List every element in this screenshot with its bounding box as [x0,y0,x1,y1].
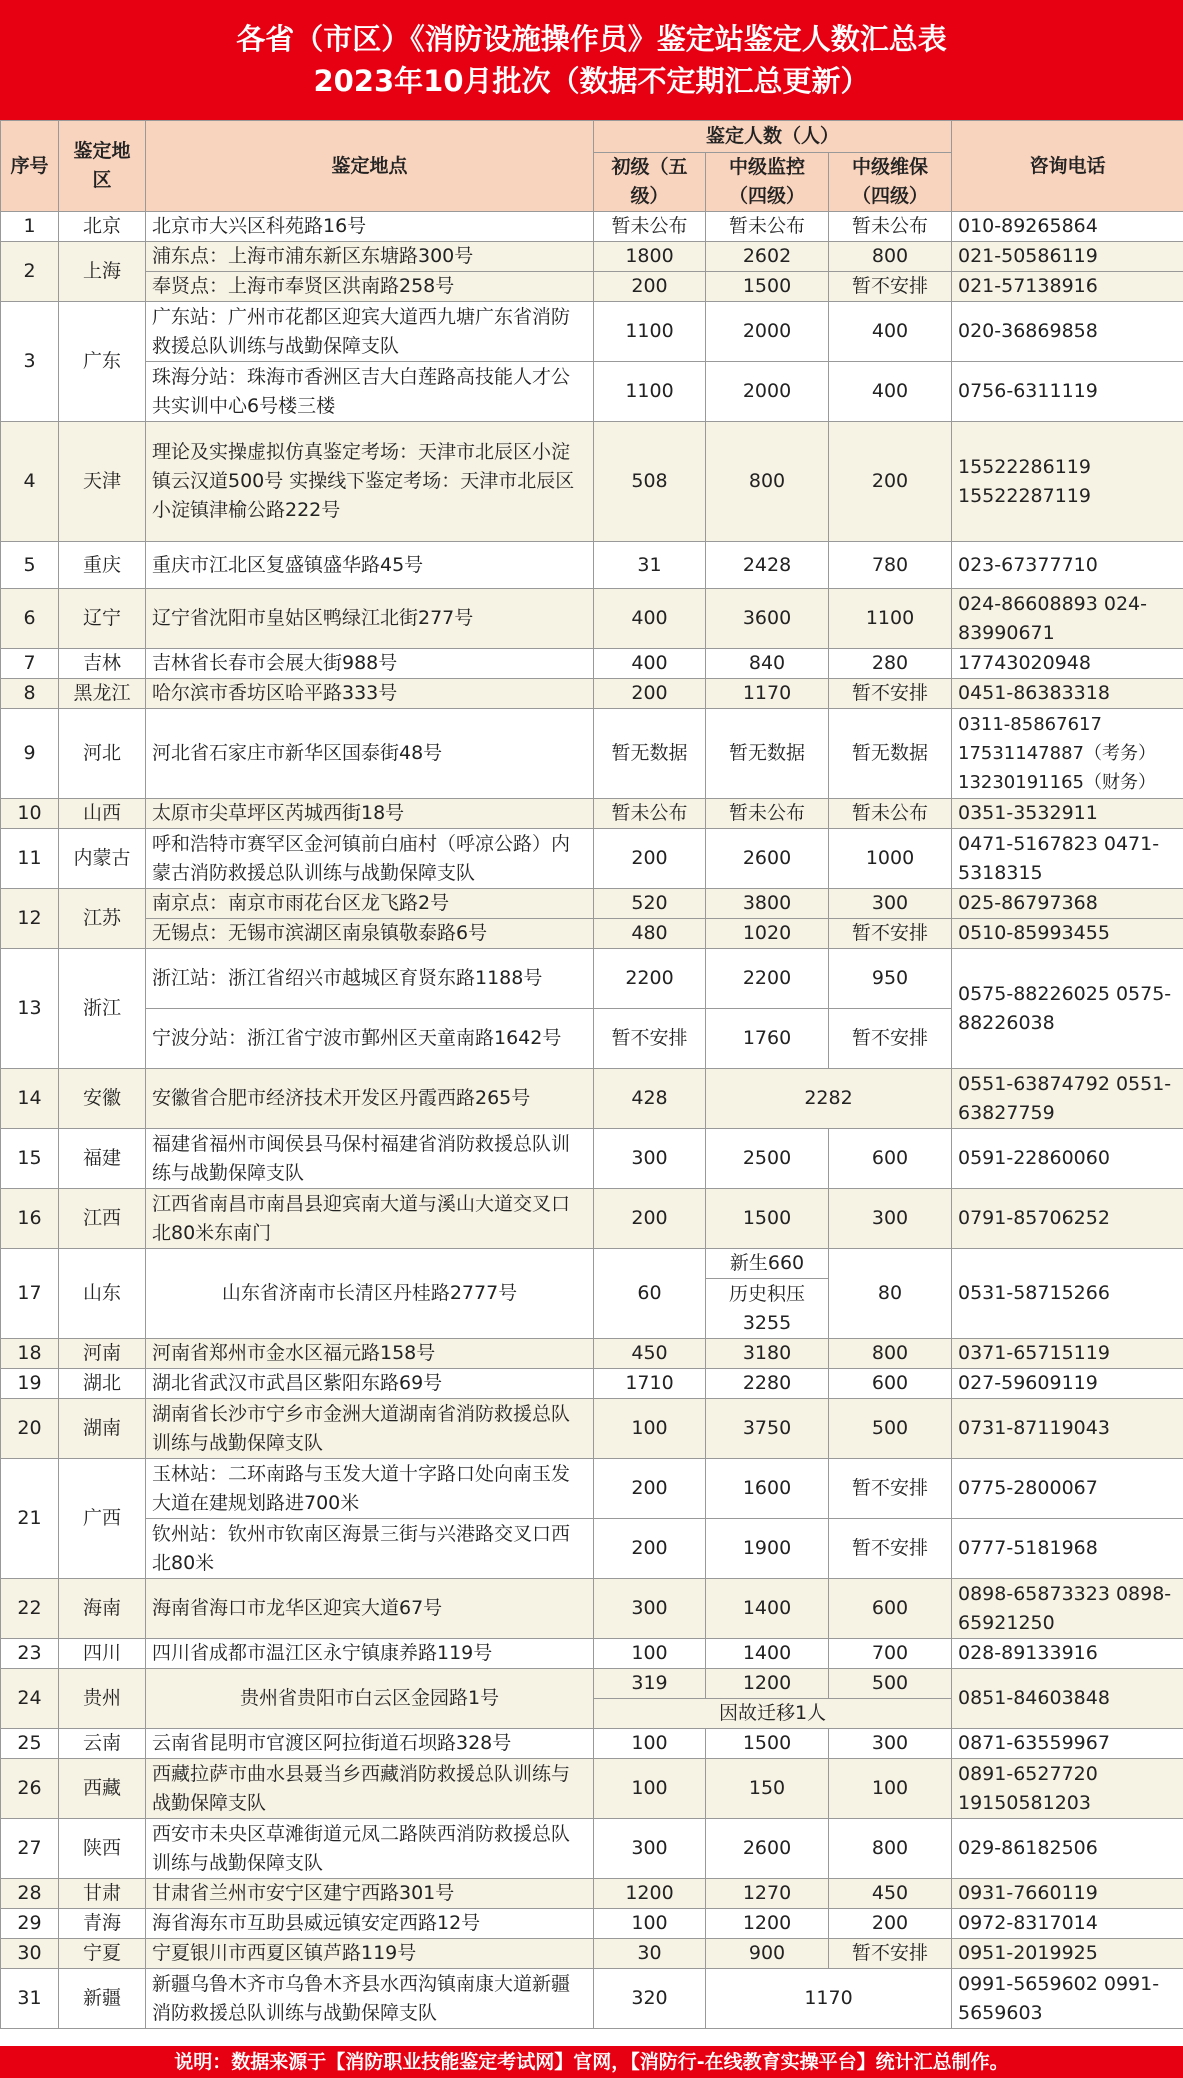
row-phone: 0851-84603848 [952,1669,1183,1729]
row-phone: 0891-6527720 19150581203 [952,1759,1183,1819]
row-phone: 025-86797368 [952,889,1183,919]
row-phone: 0775-2800067 [952,1459,1183,1519]
row-mid-monitor: 1170 [706,679,829,709]
row-mid-monitor: 暂无数据 [706,709,829,799]
row-no: 20 [1,1399,59,1459]
row-address: 新疆乌鲁木齐市乌鲁木齐县水西沟镇南康大道新疆消防救援总队训练与战勤保障支队 [146,1969,594,2029]
row-address: 河北省石家庄市新华区国泰街48号 [146,709,594,799]
row-primary: 100 [594,1909,706,1939]
row-primary: 520 [594,889,706,919]
row-mid-maint: 1000 [829,829,952,889]
row-no: 2 [1,242,59,302]
row-address: 贵州省贵阳市白云区金园路1号 [146,1669,594,1729]
row-address: 云南省昆明市官渡区阿拉街道石坝路328号 [146,1729,594,1759]
row-primary: 508 [594,422,706,542]
row-mid-maint: 1100 [829,589,952,649]
row-region: 广东 [59,302,146,422]
row-primary: 100 [594,1729,706,1759]
row-no: 10 [1,799,59,829]
row-phone: 17743020948 [952,649,1183,679]
row-phone: 010-89265864 [952,212,1183,242]
row-phone: 0575-88226025 0575-88226038 [952,949,1183,1069]
row-mid-monitor: 1760 [706,1009,829,1069]
row-mid-maint: 暂无数据 [829,709,952,799]
row-phone: 0777-5181968 [952,1519,1183,1579]
row-mid-maint: 200 [829,1909,952,1939]
row-phone: 0551-63874792 0551-63827759 [952,1069,1183,1129]
row-primary: 暂不安排 [594,1009,706,1069]
row-region: 江苏 [59,889,146,949]
row-phone: 0871-63559967 [952,1729,1183,1759]
row-phone: 0531-58715266 [952,1249,1183,1339]
row-primary: 450 [594,1339,706,1369]
row-region: 浙江 [59,949,146,1069]
row-region: 青海 [59,1909,146,1939]
row-mid-monitor: 2000 [706,302,829,362]
row-mid-monitor: 2000 [706,362,829,422]
row-address: 辽宁省沈阳市皇姑区鸭绿江北街277号 [146,589,594,649]
row-primary: 200 [594,272,706,302]
row-address: 钦州站：钦州市钦南区海景三街与兴港路交叉口西北80米 [146,1519,594,1579]
row-mid-combined: 1170 [706,1969,952,2029]
row-no: 24 [1,1669,59,1729]
row-no: 13 [1,949,59,1069]
row-mid-monitor: 1500 [706,1189,829,1249]
row-phone: 0791-85706252 [952,1189,1183,1249]
header-no: 序号 [1,121,59,212]
row-address: 玉林站：二环南路与玉发大道十字路口处向南玉发大道在建规划路进700米 [146,1459,594,1519]
row-region: 江西 [59,1189,146,1249]
row-phone: 15522286119 15522287119 [952,422,1183,542]
row-mid-maint: 700 [829,1639,952,1669]
row-no: 27 [1,1819,59,1879]
row-no: 7 [1,649,59,679]
row-no: 6 [1,589,59,649]
row-mid-maint: 300 [829,1729,952,1759]
row-phone: 020-36869858 [952,302,1183,362]
header-mid-maint: 中级维保（四级） [829,153,952,212]
row-no: 5 [1,542,59,589]
row-region: 安徽 [59,1069,146,1129]
row-mid-maint: 450 [829,1879,952,1909]
row-mid-maint: 300 [829,889,952,919]
header-location: 鉴定地点 [146,121,594,212]
row-region: 新疆 [59,1969,146,2029]
row-mid-monitor: 1200 [706,1669,829,1699]
row-address: 安徽省合肥市经济技术开发区丹霞西路265号 [146,1069,594,1129]
row-primary: 暂无数据 [594,709,706,799]
row-address: 山东省济南市长清区丹桂路2777号 [146,1249,594,1339]
row-region: 甘肃 [59,1879,146,1909]
row-mid-monitor: 1400 [706,1639,829,1669]
row-mid-monitor: 暂未公布 [706,212,829,242]
row-mid-maint: 80 [829,1249,952,1339]
row-phone: 029-86182506 [952,1819,1183,1879]
row-no: 25 [1,1729,59,1759]
summary-table [0,120,1183,2029]
row-phone: 0591-22860060 [952,1129,1183,1189]
row-primary: 428 [594,1069,706,1129]
row-mid-maint: 600 [829,1579,952,1639]
page-subtitle: 2023年10月批次（数据不定期汇总更新） [313,64,870,98]
row-region: 内蒙古 [59,829,146,889]
row-primary: 1800 [594,242,706,272]
row-primary: 300 [594,1579,706,1639]
row-mid-maint: 950 [829,949,952,1009]
row-address: 西安市未央区草滩街道元凤二路陕西消防救援总队训练与战勤保障支队 [146,1819,594,1879]
row-address: 浦东点：上海市浦东新区东塘路300号 [146,242,594,272]
row-primary: 200 [594,829,706,889]
row-primary: 300 [594,1129,706,1189]
row-primary: 100 [594,1759,706,1819]
row-phone: 0756-6311119 [952,362,1183,422]
row-primary: 320 [594,1969,706,2029]
row-no: 14 [1,1069,59,1129]
row-region: 天津 [59,422,146,542]
header-region: 鉴定地区 [59,121,146,212]
row-address: 北京市大兴区科苑路16号 [146,212,594,242]
footer-note: 说明：数据来源于【消防职业技能鉴定考试网】官网，【消防行-在线教育实操平台】统计汇总制作。 [0,2046,1183,2078]
row-address: 江西省南昌市南昌县迎宾南大道与溪山大道交叉口北80米东南门 [146,1189,594,1249]
row-region: 黑龙江 [59,679,146,709]
row-primary: 1100 [594,362,706,422]
row-mid-monitor: 1400 [706,1579,829,1639]
row-mid-maint: 200 [829,422,952,542]
row-mid-maint: 暂不安排 [829,1009,952,1069]
row-mid-monitor: 2600 [706,829,829,889]
row-address: 重庆市江北区复盛镇盛华路45号 [146,542,594,589]
row-region: 山西 [59,799,146,829]
row-mid-maint: 400 [829,362,952,422]
row-address: 奉贤点：上海市奉贤区洪南路258号 [146,272,594,302]
row-primary: 300 [594,1819,706,1879]
row-region: 上海 [59,242,146,302]
row-no: 8 [1,679,59,709]
row-primary: 1100 [594,302,706,362]
row-mid-monitor: 1500 [706,1729,829,1759]
row-no: 4 [1,422,59,542]
row-address: 福建省福州市闽侯县马保村福建省消防救援总队训练与战勤保障支队 [146,1129,594,1189]
row-phone: 023-67377710 [952,542,1183,589]
row-primary: 1200 [594,1879,706,1909]
row-phone: 021-50586119 [952,242,1183,272]
row-address: 呼和浩特市赛罕区金河镇前白庙村（呼凉公路）内蒙古消防救援总队训练与战勤保障支队 [146,829,594,889]
row-primary: 31 [594,542,706,589]
row-region: 四川 [59,1639,146,1669]
row-region: 陕西 [59,1819,146,1879]
row-phone: 021-57138916 [952,272,1183,302]
row-no: 18 [1,1339,59,1369]
row-mid-maint: 100 [829,1759,952,1819]
header-count-group: 鉴定人数（人） [594,121,952,153]
row-mid-monitor: 3800 [706,889,829,919]
row-region: 河北 [59,709,146,799]
row-mid-monitor: 2600 [706,1819,829,1879]
row-phone: 024-86608893 024-83990671 [952,589,1183,649]
row-phone: 0471-5167823 0471-5318315 [952,829,1183,889]
row-mid-maint: 780 [829,542,952,589]
row-phone: 0898-65873323 0898-65921250 [952,1579,1183,1639]
row-no: 17 [1,1249,59,1339]
row-mid-maint: 400 [829,302,952,362]
row-mid-monitor: 900 [706,1939,829,1969]
row-mid-maint: 暂未公布 [829,212,952,242]
row-mid-maint: 280 [829,649,952,679]
row-no: 28 [1,1879,59,1909]
row-mid-maint: 暂未公布 [829,799,952,829]
row-mid-maint: 500 [829,1399,952,1459]
row-address: 湖北省武汉市武昌区紫阳东路69号 [146,1369,594,1399]
row-region: 贵州 [59,1669,146,1729]
row-mid-maint: 600 [829,1369,952,1399]
row-mid-monitor: 2428 [706,542,829,589]
row-mid-maint: 暂不安排 [829,272,952,302]
row-primary: 60 [594,1249,706,1339]
row-mid-monitor: 暂未公布 [706,799,829,829]
row-primary: 200 [594,1519,706,1579]
row-address: 太原市尖草坪区芮城西街18号 [146,799,594,829]
row-phone: 0972-8317014 [952,1909,1183,1939]
row-address: 吉林省长春市会展大街988号 [146,649,594,679]
row-phone: 0931-7660119 [952,1879,1183,1909]
row-mid-maint: 500 [829,1669,952,1699]
row-no: 30 [1,1939,59,1969]
row-mid-maint: 暂不安排 [829,1519,952,1579]
row-mid-monitor: 2200 [706,949,829,1009]
row-address: 河南省郑州市金水区福元路158号 [146,1339,594,1369]
row-address: 海省海东市互助县威远镇安定西路12号 [146,1909,594,1939]
row-region: 西藏 [59,1759,146,1819]
row-mid-maint: 800 [829,242,952,272]
row-mid-monitor: 840 [706,649,829,679]
row-no: 12 [1,889,59,949]
row-phone: 027-59609119 [952,1369,1183,1399]
row-region: 福建 [59,1129,146,1189]
row-region: 辽宁 [59,589,146,649]
row-region: 广西 [59,1459,146,1579]
row-phone: 028-89133916 [952,1639,1183,1669]
row-primary: 100 [594,1399,706,1459]
row-region: 山东 [59,1249,146,1339]
row-mid-monitor-new: 新生660 [706,1249,829,1279]
header-mid-monitor: 中级监控（四级） [706,153,829,212]
page-header [0,0,1183,120]
row-address: 西藏拉萨市曲水县聂当乡西藏消防救援总队训练与战勤保障支队 [146,1759,594,1819]
header-phone: 咨询电话 [952,121,1183,212]
row-mid-monitor: 1500 [706,272,829,302]
row-mid-monitor: 2602 [706,242,829,272]
row-no: 23 [1,1639,59,1669]
row-mid-monitor: 3600 [706,589,829,649]
row-region: 云南 [59,1729,146,1759]
row-region: 重庆 [59,542,146,589]
row-mid-maint: 暂不安排 [829,679,952,709]
row-primary: 暂未公布 [594,799,706,829]
row-primary: 400 [594,589,706,649]
row-primary: 暂未公布 [594,212,706,242]
row-region: 河南 [59,1339,146,1369]
row-no: 1 [1,212,59,242]
row-region: 海南 [59,1579,146,1639]
row-mid-monitor: 1270 [706,1879,829,1909]
row-phone: 0510-85993455 [952,919,1183,949]
row-no: 15 [1,1129,59,1189]
row-phone: 0951-2019925 [952,1939,1183,1969]
row-address: 无锡点：无锡市滨湖区南泉镇敬泰路6号 [146,919,594,949]
row-no: 3 [1,302,59,422]
row-phone: 0731-87119043 [952,1399,1183,1459]
row-no: 11 [1,829,59,889]
row-phone: 0451-86383318 [952,679,1183,709]
row-primary: 400 [594,649,706,679]
row-mid-maint: 600 [829,1129,952,1189]
row-mid-maint: 800 [829,1819,952,1879]
row-mid-monitor: 2280 [706,1369,829,1399]
row-mid-monitor: 150 [706,1759,829,1819]
row-address: 宁夏银川市西夏区镇芦路119号 [146,1939,594,1969]
row-region: 吉林 [59,649,146,679]
row-no: 26 [1,1759,59,1819]
row-no: 31 [1,1969,59,2029]
row-mid-maint: 暂不安排 [829,919,952,949]
row-mid-maint: 300 [829,1189,952,1249]
row-region: 宁夏 [59,1939,146,1969]
row-primary: 200 [594,1459,706,1519]
row-mid-maint: 800 [829,1339,952,1369]
row-region: 北京 [59,212,146,242]
row-no: 9 [1,709,59,799]
row-primary: 480 [594,919,706,949]
row-no: 16 [1,1189,59,1249]
row-mid-monitor: 1200 [706,1909,829,1939]
row-phone: 0371-65715119 [952,1339,1183,1369]
row-mid-combined: 2282 [706,1069,952,1129]
row-phone: 0351-3532911 [952,799,1183,829]
row-phone: 0991-5659602 0991-5659603 [952,1969,1183,2029]
row-mid-maint: 暂不安排 [829,1939,952,1969]
row-region: 湖南 [59,1399,146,1459]
row-mid-monitor: 1600 [706,1459,829,1519]
row-mid-monitor: 2500 [706,1129,829,1189]
row-address: 珠海分站：珠海市香洲区吉大白莲路高技能人才公共实训中心6号楼三楼 [146,362,594,422]
row-region: 湖北 [59,1369,146,1399]
row-primary: 100 [594,1639,706,1669]
row-phone: 0311-85867617 17531147887（考务）13230191165（财务） [952,709,1183,799]
row-address: 四川省成都市温江区永宁镇康养路119号 [146,1639,594,1669]
page-title: 各省（市区）《消防设施操作员》鉴定站鉴定人数汇总表 [236,22,947,56]
row-address: 哈尔滨市香坊区哈平路333号 [146,679,594,709]
row-note: 因故迁移1人 [594,1699,952,1729]
row-mid-monitor: 3180 [706,1339,829,1369]
row-mid-monitor-backlog: 历史积压3255 [706,1279,829,1339]
row-address: 理论及实操虚拟仿真鉴定考场：天津市北辰区小淀镇云汉道500号 实操线下鉴定考场：天津市北辰区小淀镇津榆公路222号 [146,422,594,542]
row-primary: 200 [594,1189,706,1249]
row-mid-monitor: 800 [706,422,829,542]
row-mid-maint: 暂不安排 [829,1459,952,1519]
row-address: 广东站：广州市花都区迎宾大道西九塘广东省消防救援总队训练与战勤保障支队 [146,302,594,362]
row-no: 22 [1,1579,59,1639]
row-primary: 30 [594,1939,706,1969]
header-primary: 初级（五级） [594,153,706,212]
row-no: 19 [1,1369,59,1399]
row-address: 湖南省长沙市宁乡市金洲大道湖南省消防救援总队训练与战勤保障支队 [146,1399,594,1459]
row-no: 21 [1,1459,59,1579]
row-address: 浙江站：浙江省绍兴市越城区育贤东路1188号 [146,949,594,1009]
row-mid-monitor: 1900 [706,1519,829,1579]
row-address: 南京点：南京市雨花台区龙飞路2号 [146,889,594,919]
row-primary: 1710 [594,1369,706,1399]
row-no: 29 [1,1909,59,1939]
row-primary: 2200 [594,949,706,1009]
row-address: 海南省海口市龙华区迎宾大道67号 [146,1579,594,1639]
row-mid-monitor: 3750 [706,1399,829,1459]
row-primary: 319 [594,1669,706,1699]
row-mid-monitor: 1020 [706,919,829,949]
row-address: 甘肃省兰州市安宁区建宁西路301号 [146,1879,594,1909]
row-primary: 200 [594,679,706,709]
row-address: 宁波分站：浙江省宁波市鄞州区天童南路1642号 [146,1009,594,1069]
